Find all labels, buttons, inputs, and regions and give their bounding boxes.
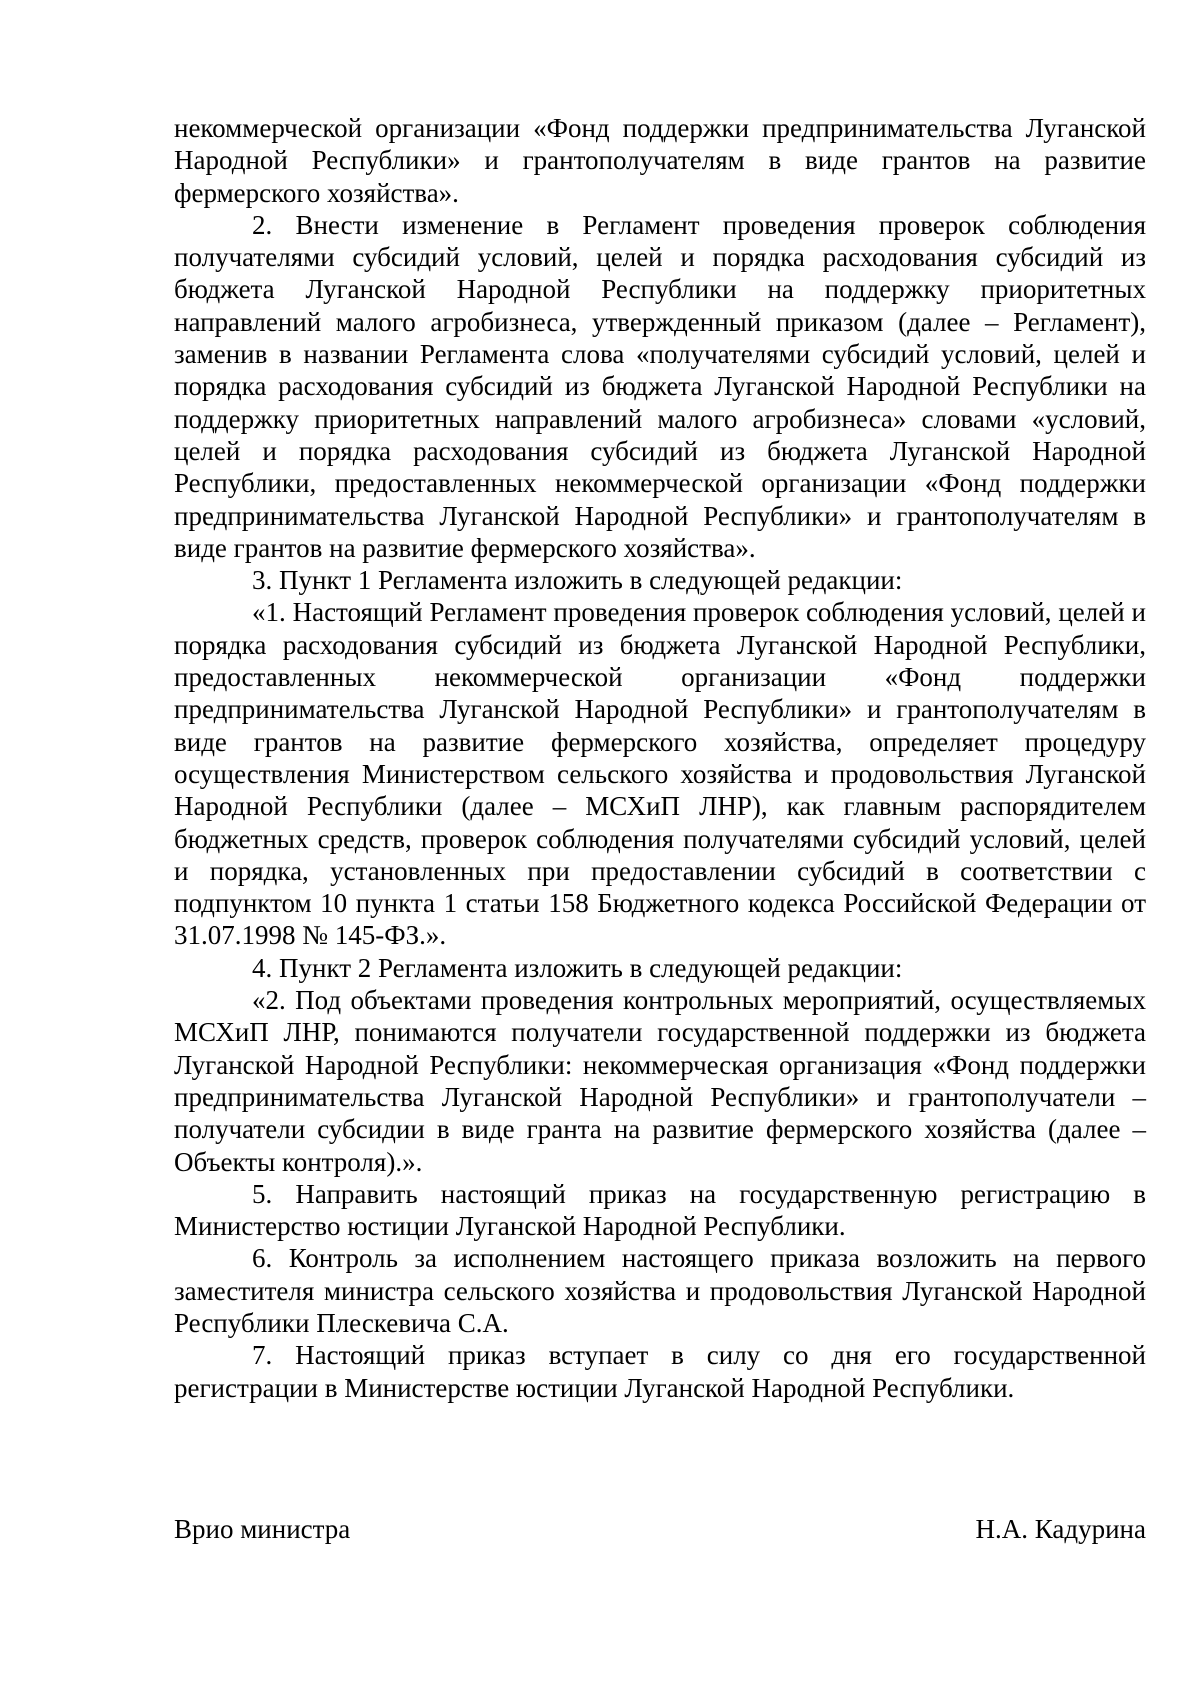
signatory-name: Н.А. Кадурина: [975, 1514, 1146, 1544]
paragraph-4: 4. Пункт 2 Регламента изложить в следующей редакции:: [252, 952, 903, 983]
paragraph-4-quote: «2. Под объектами проведения контрольных мероприятий, осуществляемых МСХиП ЛНР, понимаются получатели государственной поддержки из бюджета Луганской Народной Республики: некоммерческая организация «Фонд поддержки предпринимательства Луганской Народной Республики» и грантополучатели – получатели субсидии в виде гранта на развитие фермерского хозяйства (далее – Объекты контроля).».: [174, 985, 1146, 1177]
paragraph-continuation: некоммерческой организации «Фонд поддержки предпринимательства Луганской Народной Республики» и грантополучателям в виде грантов на развитие фермерского хозяйства».: [174, 113, 1146, 208]
paragraph-2: 2. Внести изменение в Регламент проведения проверок соблюдения получателями субсидий условий, целей и порядка расходования субсидий из бюджета Луганской Народной Республики на поддержку приоритетных направлений малого агробизнеса, утвержденный приказом (далее – Регламент), заменив в названии Регламента слова «получателями субсидий условий, целей и порядка расходования субсидий из бюджета Луганской Народной Республики на поддержку приоритетных направлений малого агробизнеса» словами «условий, целей и порядка расходования субсидий из бюджета Луганской Народной Республики, предоставленных некоммерческой организации «Фонд поддержки предпринимательства Луганской Народной Республики» и грантополучателям в виде грантов на развитие фермерского хозяйства».: [174, 209, 1146, 563]
signature-block: [174, 1513, 1146, 1553]
signatory-title: Врио министра: [174, 1514, 351, 1544]
paragraph-3-quote: «1. Настоящий Регламент проведения проверок соблюдения условий, целей и порядка расходования субсидий из бюджета Луганской Народной Республики, предоставленных некоммерческой организации «Фонд поддержки предпринимательства Луганской Народной Республики» и грантополучателям в виде грантов на развитие фермерского хозяйства, определяет процедуру осуществления Министерством сельского хозяйства и продовольствия Луганской Народной Республики (далее – МСХиП ЛНР), как главным распорядителем бюджетных средств, проверок соблюдения получателями субсидий условий, целей и порядка, установленных при предоставлении субсидий в соответствии с подпунктом 10 пункта 1 статьи 158 Бюджетного кодекса Российской Федерации от 31.07.1998 № 145-ФЗ.».: [174, 597, 1146, 951]
paragraph-6: 6. Контроль за исполнением настоящего приказа возложить на первого заместителя министра сельского хозяйства и продовольствия Луганской Народной Республики Плескевича С.А.: [174, 1243, 1146, 1338]
paragraph-5: 5. Направить настоящий приказ на государственную регистрацию в Министерство юстиции Луганской Народной Республики.: [174, 1178, 1146, 1242]
document-body: [174, 112, 1146, 1404]
paragraph-3: 3. Пункт 1 Регламента изложить в следующей редакции:: [252, 565, 903, 596]
paragraph-7: 7. Настоящий приказ вступает в силу со дня его государственной регистрации в Министерстве юстиции Луганской Народной Республики.: [174, 1340, 1146, 1403]
